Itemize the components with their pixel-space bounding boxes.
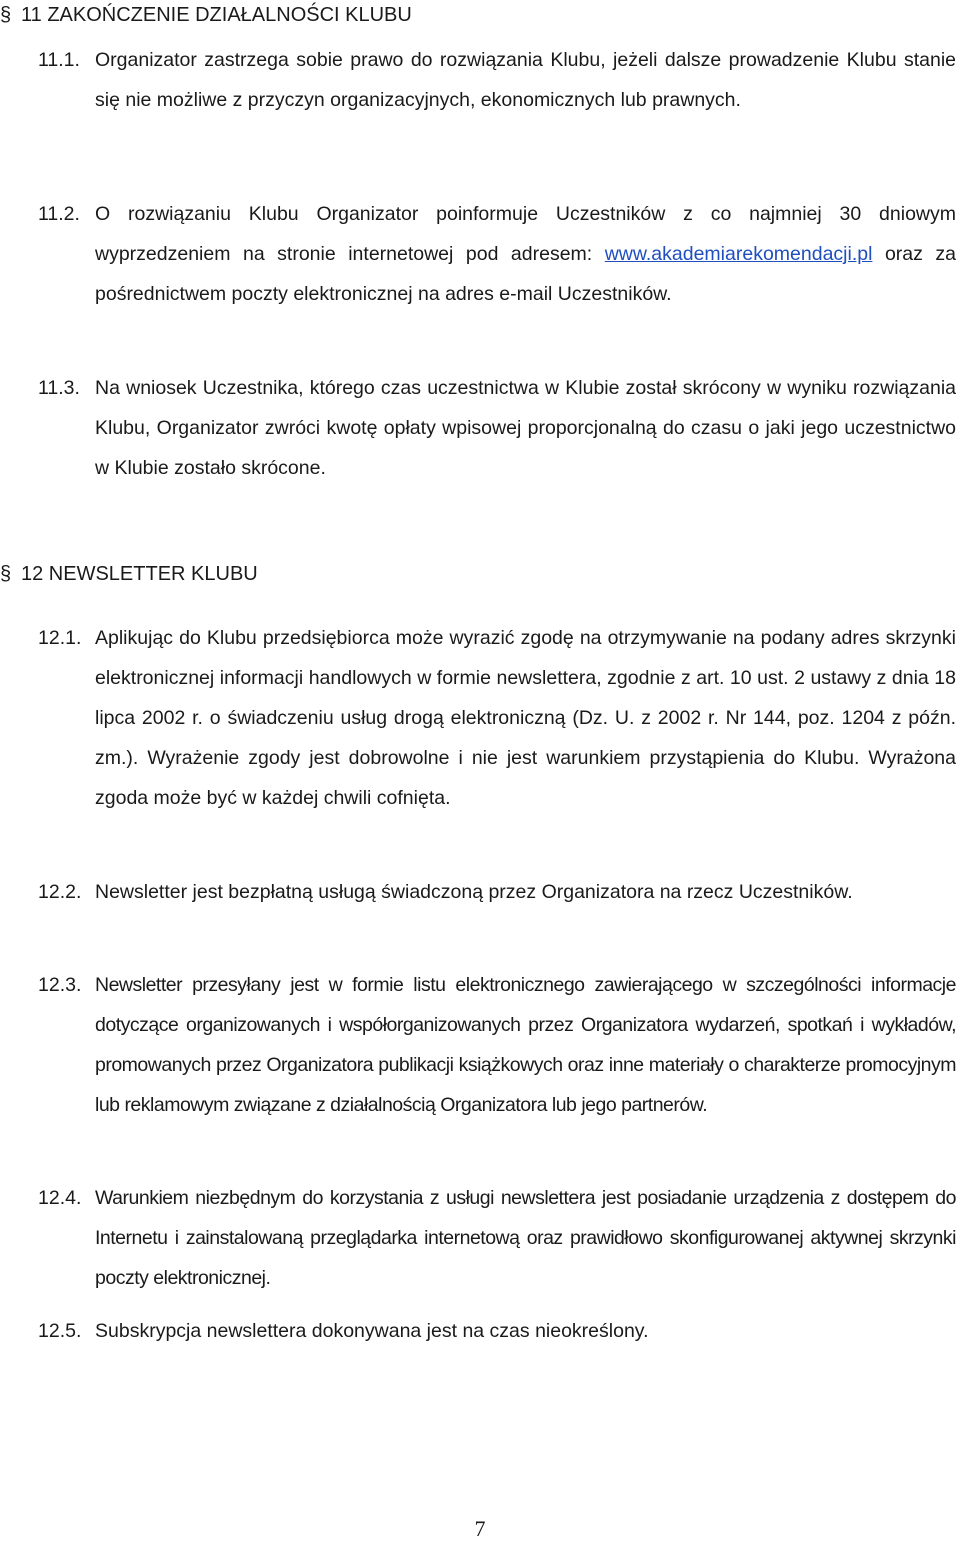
clause-text: Newsletter przesyłany jest w formie listu elektronicznego zawierającego w szczególności informacje dotyczące organizowanych i współorganizowanych przez Organizatora wydarzeń, spotkań i wykładów, promowanych przez Organizatora publikacji książkowych oraz inne materiały o charakterze promocyjnym lub reklamowym związane z działalnością Organizatora lub jego partnerów. xyxy=(95,974,956,1116)
clause-number: 11.3. xyxy=(38,377,80,399)
section-mark: § xyxy=(0,563,12,585)
clause-number: 12.3. xyxy=(38,974,82,996)
clause-number: 11.2. xyxy=(38,203,80,225)
clause-text: Organizator zastrzega sobie prawo do rozwiązania Klubu, jeżeli dalsze prowadzenie Klubu stanie się nie możliwe z przyczyn organizacyjnych, ekonomicznych lub prawnych. xyxy=(95,49,956,111)
section-11-heading xyxy=(0,0,412,30)
section-11-title: 11 ZAKOŃCZENIE DZIAŁALNOŚCI KLUBU xyxy=(21,4,412,26)
clause-text-before-link: O rozwiązaniu Klubu Organizator poinformuje Uczestników z co najmniej 30 dniowym wyprzedzeniem na stronie internetowej pod adresem: xyxy=(95,203,956,265)
clause-11-1 xyxy=(38,40,956,120)
clause-text: Aplikując do Klubu przedsiębiorca może wyrazić zgodę na otrzymywanie na podany adres skrzynki elektronicznej informacji handlowych w formie newslettera, zgodnie z art. 10 ust. 2 ustawy z dnia 18 lipca 2002 r. o świadczeniu usług drogą elektroniczną (Dz. U. z 2002 r. Nr 144, poz. 1204 z późn. zm.). Wyrażenie zgody jest dobrowolne i nie jest warunkiem przystąpienia do Klubu. Wyrażona zgoda może być w każdej chwili cofnięta. xyxy=(95,627,956,809)
clause-text: Na wniosek Uczestnika, którego czas uczestnictwa w Klubie został skrócony w wyniku rozwiązania Klubu, Organizator zwróci kwotę opłaty wpisowej proporcjonalną do czasu o jaki jego uczestnictwo w Klubie zostało skrócone. xyxy=(95,377,956,479)
clause-12-2 xyxy=(38,872,956,912)
clause-11-2 xyxy=(38,194,956,314)
section-12-title: 12 NEWSLETTER KLUBU xyxy=(21,563,258,585)
clause-12-5 xyxy=(38,1311,956,1351)
clause-number: 12.5. xyxy=(38,1320,82,1342)
clause-number: 11.1. xyxy=(38,49,80,71)
clause-12-1 xyxy=(38,618,956,818)
clause-text: Subskrypcja newslettera dokonywana jest na czas nieokreślony. xyxy=(95,1320,649,1342)
clause-text xyxy=(95,194,956,314)
clause-number: 12.2. xyxy=(38,881,82,903)
clause-12-3 xyxy=(38,965,956,1125)
clause-11-3 xyxy=(38,368,956,488)
page-number: 7 xyxy=(474,1516,486,1541)
clause-number: 12.1. xyxy=(38,627,82,649)
clause-text-after-link: oraz za pośrednictwem poczty elektronicznej na adres e-mail Uczestników. xyxy=(95,243,956,305)
section-12-heading xyxy=(0,559,258,589)
clause-text: Warunkiem niezbędnym do korzystania z usługi newslettera jest posiadanie urządzenia z dostępem do Internetu i zainstalowaną przeglądarka internetową oraz prawidłowo skonfigurowanej aktywnej skrzynki poczty elektronicznej. xyxy=(95,1187,956,1289)
clause-text: Newsletter jest bezpłatną usługą świadczoną przez Organizatora na rzecz Uczestników. xyxy=(95,881,853,903)
website-link[interactable]: www.akademiarekomendacji.pl xyxy=(604,243,873,265)
clause-number: 12.4. xyxy=(38,1187,82,1209)
clause-12-4 xyxy=(38,1178,956,1298)
section-mark: § xyxy=(0,4,12,26)
